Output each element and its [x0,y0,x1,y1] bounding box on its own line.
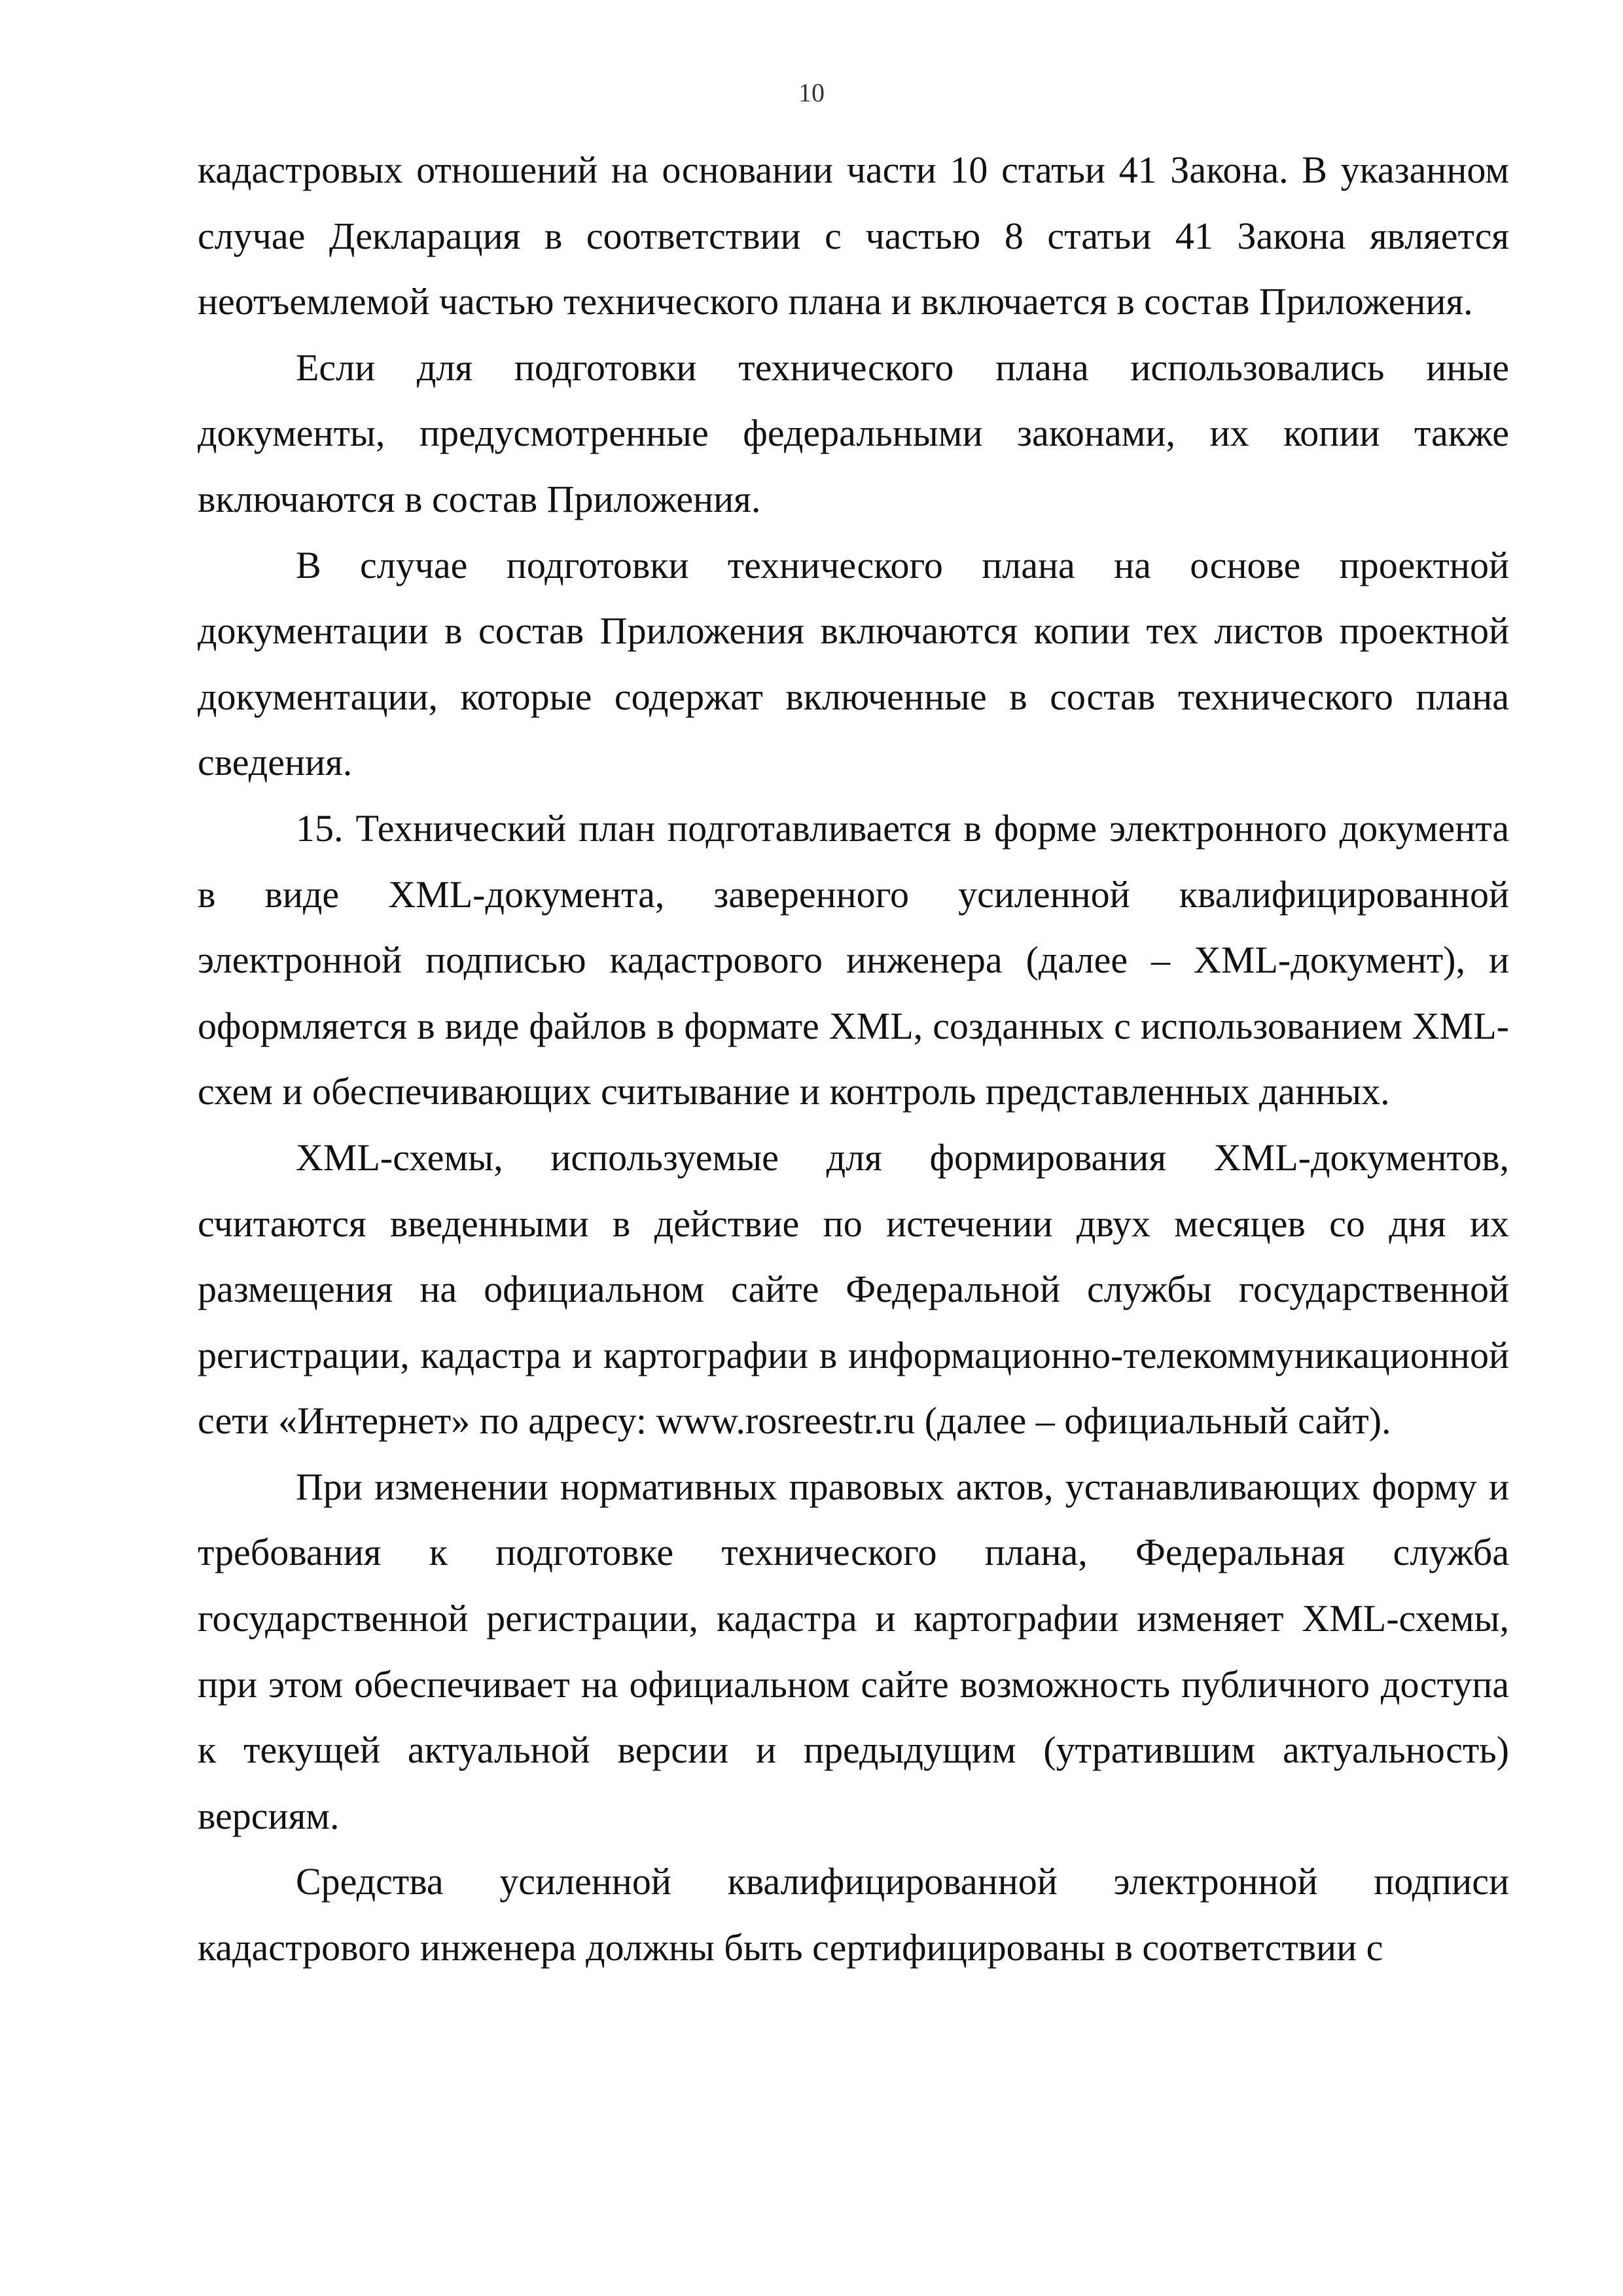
paragraph-15-electronic-form: 15. Технический план подготавливается в форме электронного документа в виде XML-документа, заверенного усиленной квалифицированной электронной подписью кадастрового инженера (далее – XML-документ), и оформляется в виде файлов в формате XML, созданных с использованием XML-схем и обеспечивающих считывание и контроль представленных данных. [198,806,1509,1113]
paragraph-project-documentation: В случае подготовки технического плана на основе проектной документации в состав Приложения включаются копии тех листов проектной документации, которые содержат включенные в состав технического плана сведения. [198,543,1509,784]
paragraph-xml-schemas: XML-схемы, используемые для формирования XML-документов, считаются введенными в действие по истечении двух месяцев со дня их размещения на официальном сайте Федеральной службы государственной регистрации, кадастра и картографии в информационно-телекоммуникационной сети «Интернет» по адресу: www.rosreestr.ru (далее – официальный сайт). [198,1136,1509,1443]
paragraph-schema-changes: При изменении нормативных правовых актов, устанавливающих форму и требования к подготовке технического плана, Федеральная служба государственной регистрации, кадастра и картографии изменяет XML-схемы, при этом обеспечивает на официальном сайте возможность публичного доступа к текущей актуальной версии и предыдущим (утратившим актуальность) версиям. [198,1465,1509,1837]
paragraph-declaration-continuation: кадастровых отношений на основании части 10 статьи 41 Закона. В указанном случае Декларация в соответствии с частью 8 статьи 41 Закона является неотъемлемой частью технического плана и включается в состав Приложения. [198,149,1509,323]
page-number: 10 [798,78,825,107]
paragraph-signature-certification: Средства усиленной квалифицированной электронной подписи кадастрового инженера должны быть сертифицированы в соответствии с [198,1860,1509,1969]
body-text [198,137,1509,1981]
paragraph-other-documents: Если для подготовки технического плана использовались иные документы, предусмотренные федеральными законами, их копии также включаются в состав Приложения. [198,346,1509,520]
